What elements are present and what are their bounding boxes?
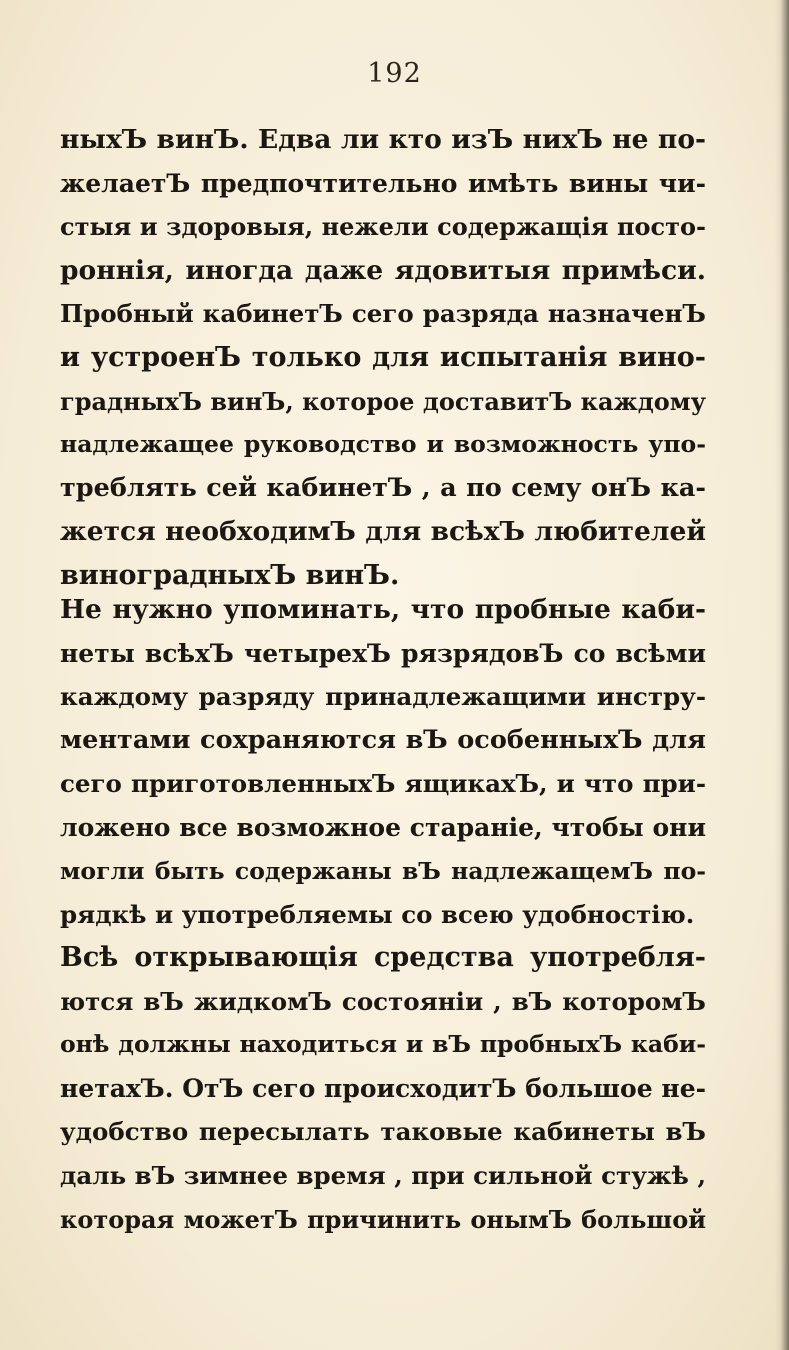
text-line: каждому разряду принадлежащими инстру- — [60, 682, 706, 712]
text-line: градныхЪ винЪ, которое доставитЪ каждому — [60, 386, 706, 416]
paragraph-1 — [60, 118, 706, 598]
text-line: жется необходимЪ для всѣхЪ любителей — [60, 516, 706, 548]
text-line: роннія, иногда даже ядовитыя примѣси. — [60, 254, 706, 286]
text-line: удобство пересылать таковые кабинеты вЪ — [60, 1117, 706, 1147]
text-line: стыя и здоровыя, нежели содержащія посто- — [60, 212, 706, 242]
text-line: рядкѣ и употребляемы со всею удобностію. — [60, 900, 695, 930]
paragraph-3 — [60, 936, 706, 1241]
page-edge-shadow — [775, 0, 789, 1350]
text-line: ются вЪ жидкомЪ состояніи , вЪ которомЪ — [60, 986, 706, 1016]
page-number: 192 — [367, 58, 422, 89]
text-line: даль вЪ зимнее время , при сильной стужѣ , — [60, 1160, 706, 1190]
text-line: и устроенЪ только для испытанія вино- — [60, 341, 706, 373]
text-line: ментами сохраняются вЪ особенныхЪ для — [60, 724, 706, 755]
text-line: сего приготовленныхЪ ящикахЪ, и что при- — [60, 769, 706, 799]
text-line: виноградныхЪ винЪ. — [60, 559, 400, 591]
text-line: онѣ должны находиться и вЪ пробныхЪ каби- — [60, 1030, 706, 1059]
text-line: Всѣ открывающія средства употребля- — [60, 942, 706, 973]
text-line: желаетЪ предпочтительно имѣть вины чи- — [60, 168, 706, 198]
text-line: нетахЪ. ОтЪ сего происходитЪ большое не- — [60, 1073, 706, 1103]
text-line: Пробный кабинетЪ сего разряда назначенЪ — [60, 299, 706, 329]
text-line: могли быть содержаны вЪ надлежащемЪ по- — [60, 856, 706, 885]
text-line: треблять сей кабинетЪ , а по сему онЪ ка- — [60, 472, 706, 503]
text-line: неты всѣхЪ четырехЪ рязрядовЪ со всѣми — [60, 638, 706, 668]
text-line: надлежащее руководство и возможность упо- — [60, 430, 706, 459]
text-line: ныхЪ винЪ. Едва ли кто изЪ нихЪ не по- — [60, 124, 706, 155]
text-line: Не нужно упоминать, что пробные каби- — [60, 594, 706, 625]
paragraph-2 — [60, 588, 706, 937]
text-line: ложено все возможное стараніе, чтобы они — [60, 812, 706, 842]
text-line: которая можетЪ причинить онымЪ большой — [60, 1204, 706, 1234]
